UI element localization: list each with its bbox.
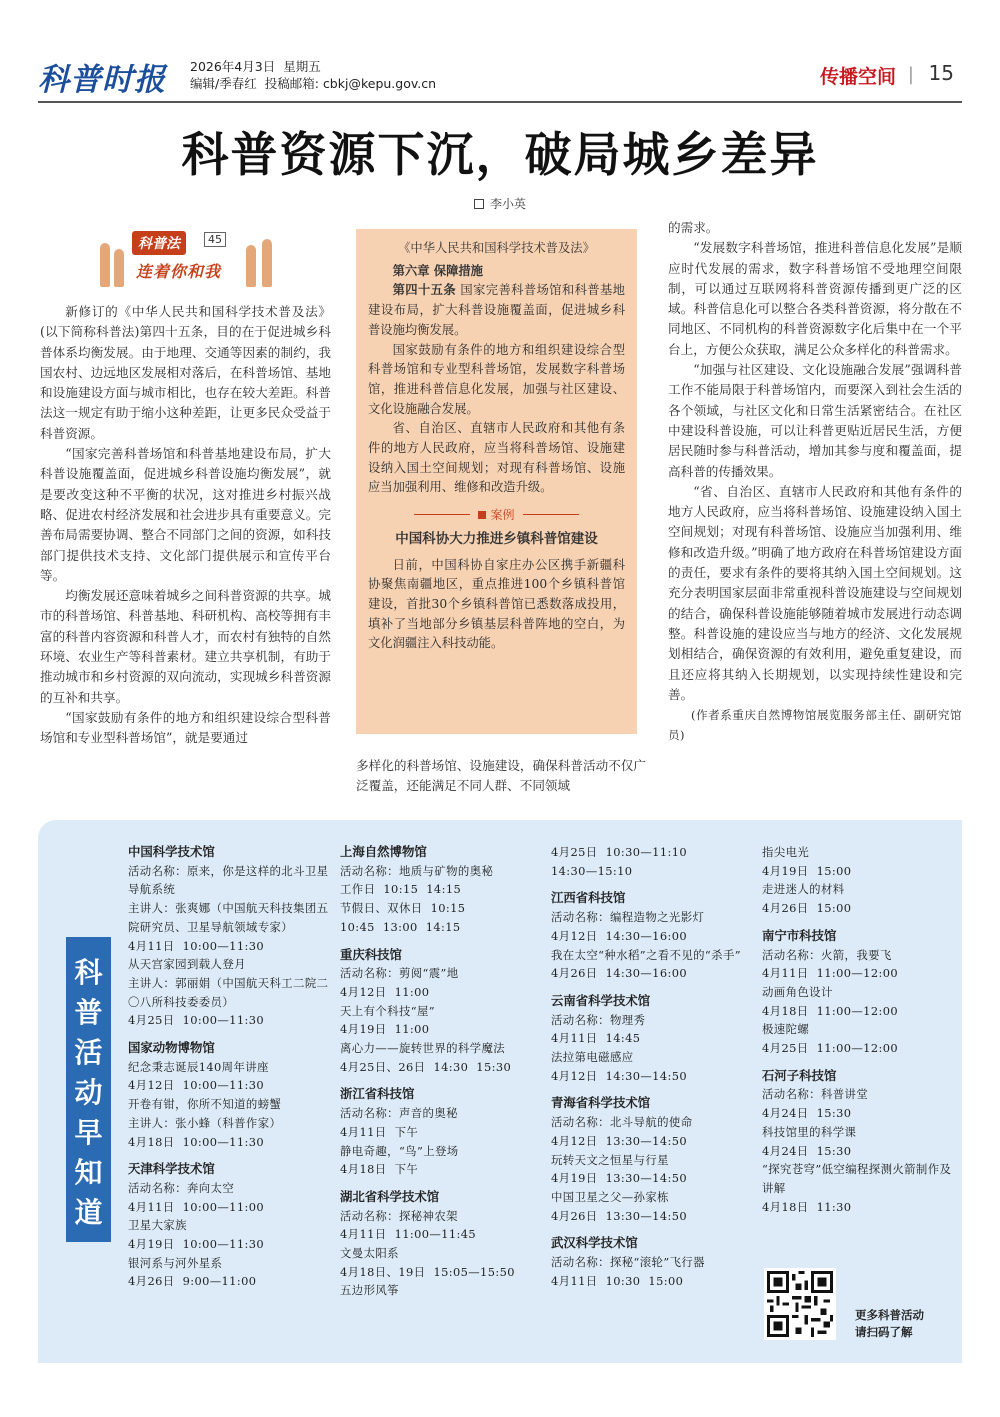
issue-weekday: 星期五 [283, 59, 321, 74]
case-divider [368, 506, 625, 526]
activity-line: 走进迷人的材料 [762, 882, 845, 897]
email-label: 投稿邮箱: [264, 76, 319, 91]
activity-line: 活动名称：奔向太空 [128, 1180, 235, 1195]
activity-line: 科技馆里的科学课 [762, 1124, 857, 1139]
activity-line: 中国卫星之父—孙家栋 [551, 1189, 669, 1204]
activity-line: 动画角色设计 [762, 984, 833, 999]
law-article-text: 国家完善科普场馆和科普基地建设布局，扩大科普设施覆盖面，促进城乡科普设施均衡发展。 [368, 283, 625, 337]
activity-line: 4月11日 11:00—12:00 [762, 966, 899, 981]
activity-line: 4月26日 15:00 [762, 901, 852, 916]
author-signature: (作者系重庆自然博物馆展览服务部主任、副研究馆员) [668, 708, 962, 743]
activity-line: 4月25日 11:00—12:00 [762, 1041, 899, 1056]
panel-title-char: 知 [74, 1156, 103, 1189]
activity-line: 14:30—15:10 [551, 863, 633, 878]
panel-title-char: 动 [74, 1076, 103, 1109]
article-headline: 科普资源下沉，破局城乡差异 [181, 128, 819, 183]
paragraph: 均衡发展还意味着城乡之间科普资源的共享。城市的科普场馆、科普基地、科研机构、高校等拥有丰富的科普内容资源和科普人才，而农村有独特的自然环境、农业生产等科普素材。建立共享机制，有助于推动城市和乡村资源的双向流动，实现城乡科普资源的互补和共享。 [40, 588, 331, 705]
paragraph: 新修订的《中华人民共和国科学技术普及法》(以下简称科普法)第四十五条，目的在于促进城乡科普体系均衡发展。由于地理、交通等因素的制约，我国农村、边远地区发展相对落后，在科普场馆、基地和设施建设方面与城市相比，也存在较大差距。科普法这一规定有助于缩小这种差距，让更多民众受益于科普资源。 [40, 304, 331, 441]
editor: 编辑/季春红 [190, 76, 257, 91]
issue-date: 2026年4月3日 [190, 59, 276, 74]
activities-panel-title [66, 937, 111, 1242]
activity-line: 4月11日 11:00—11:45 [340, 1227, 477, 1242]
activity-line: 4月12日 14:30—16:00 [551, 928, 688, 943]
divider-line [523, 514, 579, 515]
issue-meta [190, 58, 444, 92]
activity-line: 玩转天文之恒星与行星 [551, 1152, 669, 1167]
activity-line: 主讲人：张小蜂（科普作家） [128, 1115, 282, 1130]
law-excerpt-box [356, 229, 637, 734]
activity-line: 活动名称：声音的奥秘 [340, 1106, 458, 1121]
article-column-3 [668, 218, 962, 746]
panel-title-char: 道 [74, 1196, 103, 1229]
paragraph: “国家鼓励有条件的地方和组织建设综合型科普场馆和专业型科普场馆”，就是要通过 [40, 709, 331, 746]
law-article-number: 第四十五条 [392, 282, 457, 298]
activity-line: 活动名称：剪阅“震”地 [340, 966, 459, 981]
activity-line: 离心力——旋转世界的科学魔法 [340, 1041, 506, 1056]
venue-name: 重庆科技馆 [340, 946, 402, 962]
venue-name: 青海省科学技术馆 [551, 1095, 651, 1111]
activity-line: 活动名称：物理秀 [551, 1012, 646, 1027]
badge-number: 45 [204, 232, 226, 247]
activity-line: 4月12日 13:30—14:50 [551, 1133, 688, 1148]
activity-line: 4月26日 13:30—14:50 [551, 1208, 688, 1223]
activity-line: 4月19日 11:00 [340, 1022, 430, 1037]
figure-icon [100, 243, 110, 287]
venue-name: 南宁市科技馆 [762, 927, 837, 943]
law-chapter: 第六章 保障措施 [392, 262, 483, 278]
activity-line: 4月25日、26日 14:30 15:30 [340, 1059, 512, 1074]
activity-line: 活动名称：探秘“滚轮”飞行器 [551, 1255, 705, 1270]
activity-line: 五边形风筝 [340, 1283, 399, 1298]
activity-line: 4月11日 下午 [340, 1124, 419, 1139]
column-badge [96, 229, 281, 289]
paragraph: “发展数字科普场馆，推进科普信息化发展”是顺应时代发展的需求，数字科普场馆不受地理空间限制，可以通过互联网将科普资源传播到更广泛的区域。科普信息化可以整合各类科普资源，将分散在不同地区、不同机构的科普资源数字化后集中在一个平台上，方便公众获取，满足公众多样化的科普需求。 [668, 240, 962, 357]
byline [0, 195, 1000, 212]
panel-title-char: 普 [74, 996, 103, 1029]
byline-box-icon [474, 199, 484, 209]
activity-line: 4月11日 10:00—11:30 [128, 938, 265, 953]
activity-line: 4月11日 14:45 [551, 1031, 641, 1046]
activity-line: 4月25日 10:00—11:30 [128, 1013, 265, 1028]
activity-line: 活动名称：地质与矿物的奥秘 [340, 863, 494, 878]
law-article-2: 国家鼓励有条件的地方和组织建设综合型科普场馆和专业型科普场馆，发展数字科普场馆，推进科普信息化发展，加强与社区建设、文化设施融合发展。 [368, 342, 625, 416]
page-number: 15 [928, 61, 954, 85]
venue-name: 湖北省科学技术馆 [340, 1188, 440, 1204]
paragraph: “加强与社区建设、文化设施融合发展”强调科普工作不能局限于科普场馆内，而要深入到社会生活的各个领域，与社区文化和日常生活紧密结合。在社区中建设科普设施，可以让科普更贴近居民生活，方便居民随时参与科普活动，增加其参与度和覆盖面，提高科普的传播效果。 [668, 362, 962, 479]
venue-name: 浙江省科技馆 [340, 1086, 415, 1102]
divider-line [414, 514, 470, 515]
activity-line: 4月25日 10:30—11:10 [551, 845, 688, 859]
activity-line: 4月24日 15:30 [762, 1106, 852, 1121]
law-title: 《中华人民共和国科学技术普及法》 [398, 241, 595, 255]
activity-line: 4月18日 下午 [340, 1162, 419, 1177]
venue-name: 石河子科技馆 [762, 1067, 837, 1083]
activity-line: 4月24日 15:30 [762, 1143, 852, 1158]
activity-column-2 [340, 843, 540, 1300]
figure-icon [262, 239, 272, 287]
qr-caption-line: 请扫码了解 [855, 1325, 913, 1339]
qr-code-icon[interactable] [764, 1268, 836, 1340]
activity-column-4 [762, 843, 962, 1216]
figure-icon [246, 245, 256, 287]
paragraph: 的需求。 [668, 220, 719, 235]
activity-line: 4月19日 10:00—11:30 [128, 1237, 265, 1252]
activity-line: 极速陀螺 [762, 1022, 810, 1037]
venue-name: 上海自然博物馆 [340, 844, 427, 859]
activity-line: 10:45 13:00 14:15 [340, 919, 461, 934]
activity-line: 纪念秉志诞辰140周年讲座 [128, 1059, 269, 1074]
activity-line: 4月11日 10:30 15:00 [551, 1273, 684, 1288]
activity-line: 节假日、双休日 10:15 [340, 901, 466, 916]
venue-name: 中国科学技术馆 [128, 844, 215, 859]
venue-name: 武汉科学技术馆 [551, 1235, 638, 1251]
badge-title: 科普法 [132, 231, 186, 255]
venue-name: 云南省科学技术馆 [551, 992, 651, 1008]
activity-line: 4月12日 11:00 [340, 984, 430, 999]
activity-line: 主讲人：张爽娜（中国航天科技集团五院研究员、卫星导航领域专家） [128, 901, 329, 934]
activity-column-3 [551, 843, 751, 1290]
article-column-1 [40, 302, 331, 749]
venue-name: 江西省科技馆 [551, 890, 626, 906]
activity-line: 4月26日 9:00—11:00 [128, 1274, 257, 1289]
separator: | [907, 64, 914, 85]
law-article-1 [368, 280, 625, 340]
venue-name: 天津科学技术馆 [128, 1161, 215, 1177]
qr-caption [855, 1307, 924, 1341]
activity-line: 活动名称：科普讲堂 [762, 1087, 869, 1102]
panel-title-char: 早 [74, 1116, 103, 1149]
activity-line: 4月12日 14:30—14:50 [551, 1068, 688, 1083]
activity-line: 天上有个科技“屋” [340, 1003, 435, 1018]
activity-line: 4月18日 11:00—12:00 [762, 1003, 899, 1018]
activity-line: 活动名称：北斗导航的使命 [551, 1115, 693, 1130]
law-article-3: 省、自治区、直辖市人民政府和其他有条件的地方人民政府，应当将科普场馆、设施建设纳入国土空间规划；对现有科普场馆、设施应当加强利用、维修和改造升级。 [368, 421, 625, 495]
figure-icon [114, 249, 124, 287]
activity-line: 4月11日 10:00—11:00 [128, 1199, 265, 1214]
activity-line: 4月19日 13:30—14:50 [551, 1171, 688, 1186]
panel-title-char: 活 [74, 1036, 103, 1069]
case-label: 案例 [490, 508, 515, 523]
activity-line: 主讲人：郭丽娟（中国航天科工二院二〇八所科技委委员） [128, 975, 329, 1009]
activity-line: 活动名称：探秘神农架 [340, 1208, 458, 1223]
square-icon [478, 511, 486, 519]
activity-line: 4月19日 15:00 [762, 863, 852, 878]
activity-line: 我在太空“种水稻”之看不见的“杀手” [551, 947, 741, 962]
activity-line: 4月26日 14:30—16:00 [551, 966, 688, 981]
activity-line: 法拉第电磁感应 [551, 1050, 634, 1065]
paragraph: “省、自治区、直辖市人民政府和其他有条件的地方人民政府，应当将科普场馆、设施建设纳入国土空间规划；对现有科普场馆、设施应当加强利用、维修和改造升级。”明确了地方政府在科普场馆建设方面的责任，要求有条件的要将其纳入国土空间规划。这充分表明国家层面非常重视科普设施建设与空间规划的结合，确保科普设施能够随着城市发展进行动态调整。科普设施的建设应当与地方的经济、文化发展规划相结合，确保资源的有效利用，避免重复建设，而且还应将其纳入长期规划，以实现持续性建设和完善。 [668, 483, 962, 702]
activity-line: 文曼太阳系 [340, 1246, 399, 1261]
activity-line: 卫星大家族 [128, 1218, 187, 1233]
activity-line: 活动名称：编程造物之光影灯 [551, 910, 705, 925]
panel-title-char: 科 [74, 956, 103, 989]
activity-line: 4月18日 10:00—11:30 [128, 1134, 265, 1149]
activity-line: 从天宫家园到载人登月 [128, 957, 246, 972]
activity-line: 活动名称：火箭，我要飞 [762, 947, 892, 962]
activity-line: 银河系与河外星系 [128, 1255, 223, 1270]
activity-line: 开卷有钳，你所不知道的螃蟹 [128, 1097, 282, 1112]
article-column-2 [356, 756, 646, 797]
activity-column-1 [128, 843, 333, 1291]
activity-line: 活动名称：原来，你是这样的北斗卫星导航系统 [128, 863, 329, 897]
activity-line: “探究苍穹”低空编程探测火箭制作及讲解 [762, 1162, 952, 1195]
activity-line: 4月12日 10:00—11:30 [128, 1078, 265, 1093]
section-name: 传播空间 [819, 66, 896, 88]
masthead-rule [38, 101, 962, 103]
badge-subtitle: 连着你和我 [136, 262, 222, 281]
case-text: 日前，中国科协自家庄办公区携手新疆科协聚焦南疆地区，重点推进100个乡镇科普馆建设，首批30个乡镇科普馆已悉数落成投用，填补了当地部分乡镇基层科普阵地的空白，为文化润疆注入科技动能。 [368, 557, 625, 651]
masthead [38, 54, 962, 102]
paragraph: “国家完善科普场馆和科普基地建设布局，扩大科普设施覆盖面，促进城乡科普设施均衡发展”，就是要改变这种不平衡的状况，这对推进乡村振兴战略、促进农村经济发展和社会进步具有重要意义。完善布局需要协调、整合不同部门之间的资源，如科技部门提供技术支持、文化部门提供展示和宣传平台等。 [40, 446, 331, 583]
activity-line: 指尖电光 [762, 845, 810, 859]
qr-caption-line: 更多科普活动 [855, 1308, 924, 1322]
paragraph: 多样化的科普场馆、设施建设，确保科普活动不仅广泛覆盖，还能满足不同人群、不同领域 [356, 758, 646, 794]
email-link[interactable]: cbkj@kepu.gov.cn [322, 76, 437, 91]
author: 李小英 [489, 197, 526, 211]
activity-line: 静电奇趣，“鸟”上登场 [340, 1143, 459, 1158]
newspaper-logo: 科普时报 [38, 62, 166, 98]
case-title: 中国科协大力推进乡镇科普馆建设 [395, 530, 598, 547]
activity-line: 4月18日 11:30 [762, 1199, 852, 1214]
venue-name: 国家动物博物馆 [128, 1040, 215, 1056]
activity-line: 4月18日、19日 15:05—15:50 [340, 1264, 515, 1279]
activity-line: 工作日 10:15 14:15 [340, 882, 462, 897]
